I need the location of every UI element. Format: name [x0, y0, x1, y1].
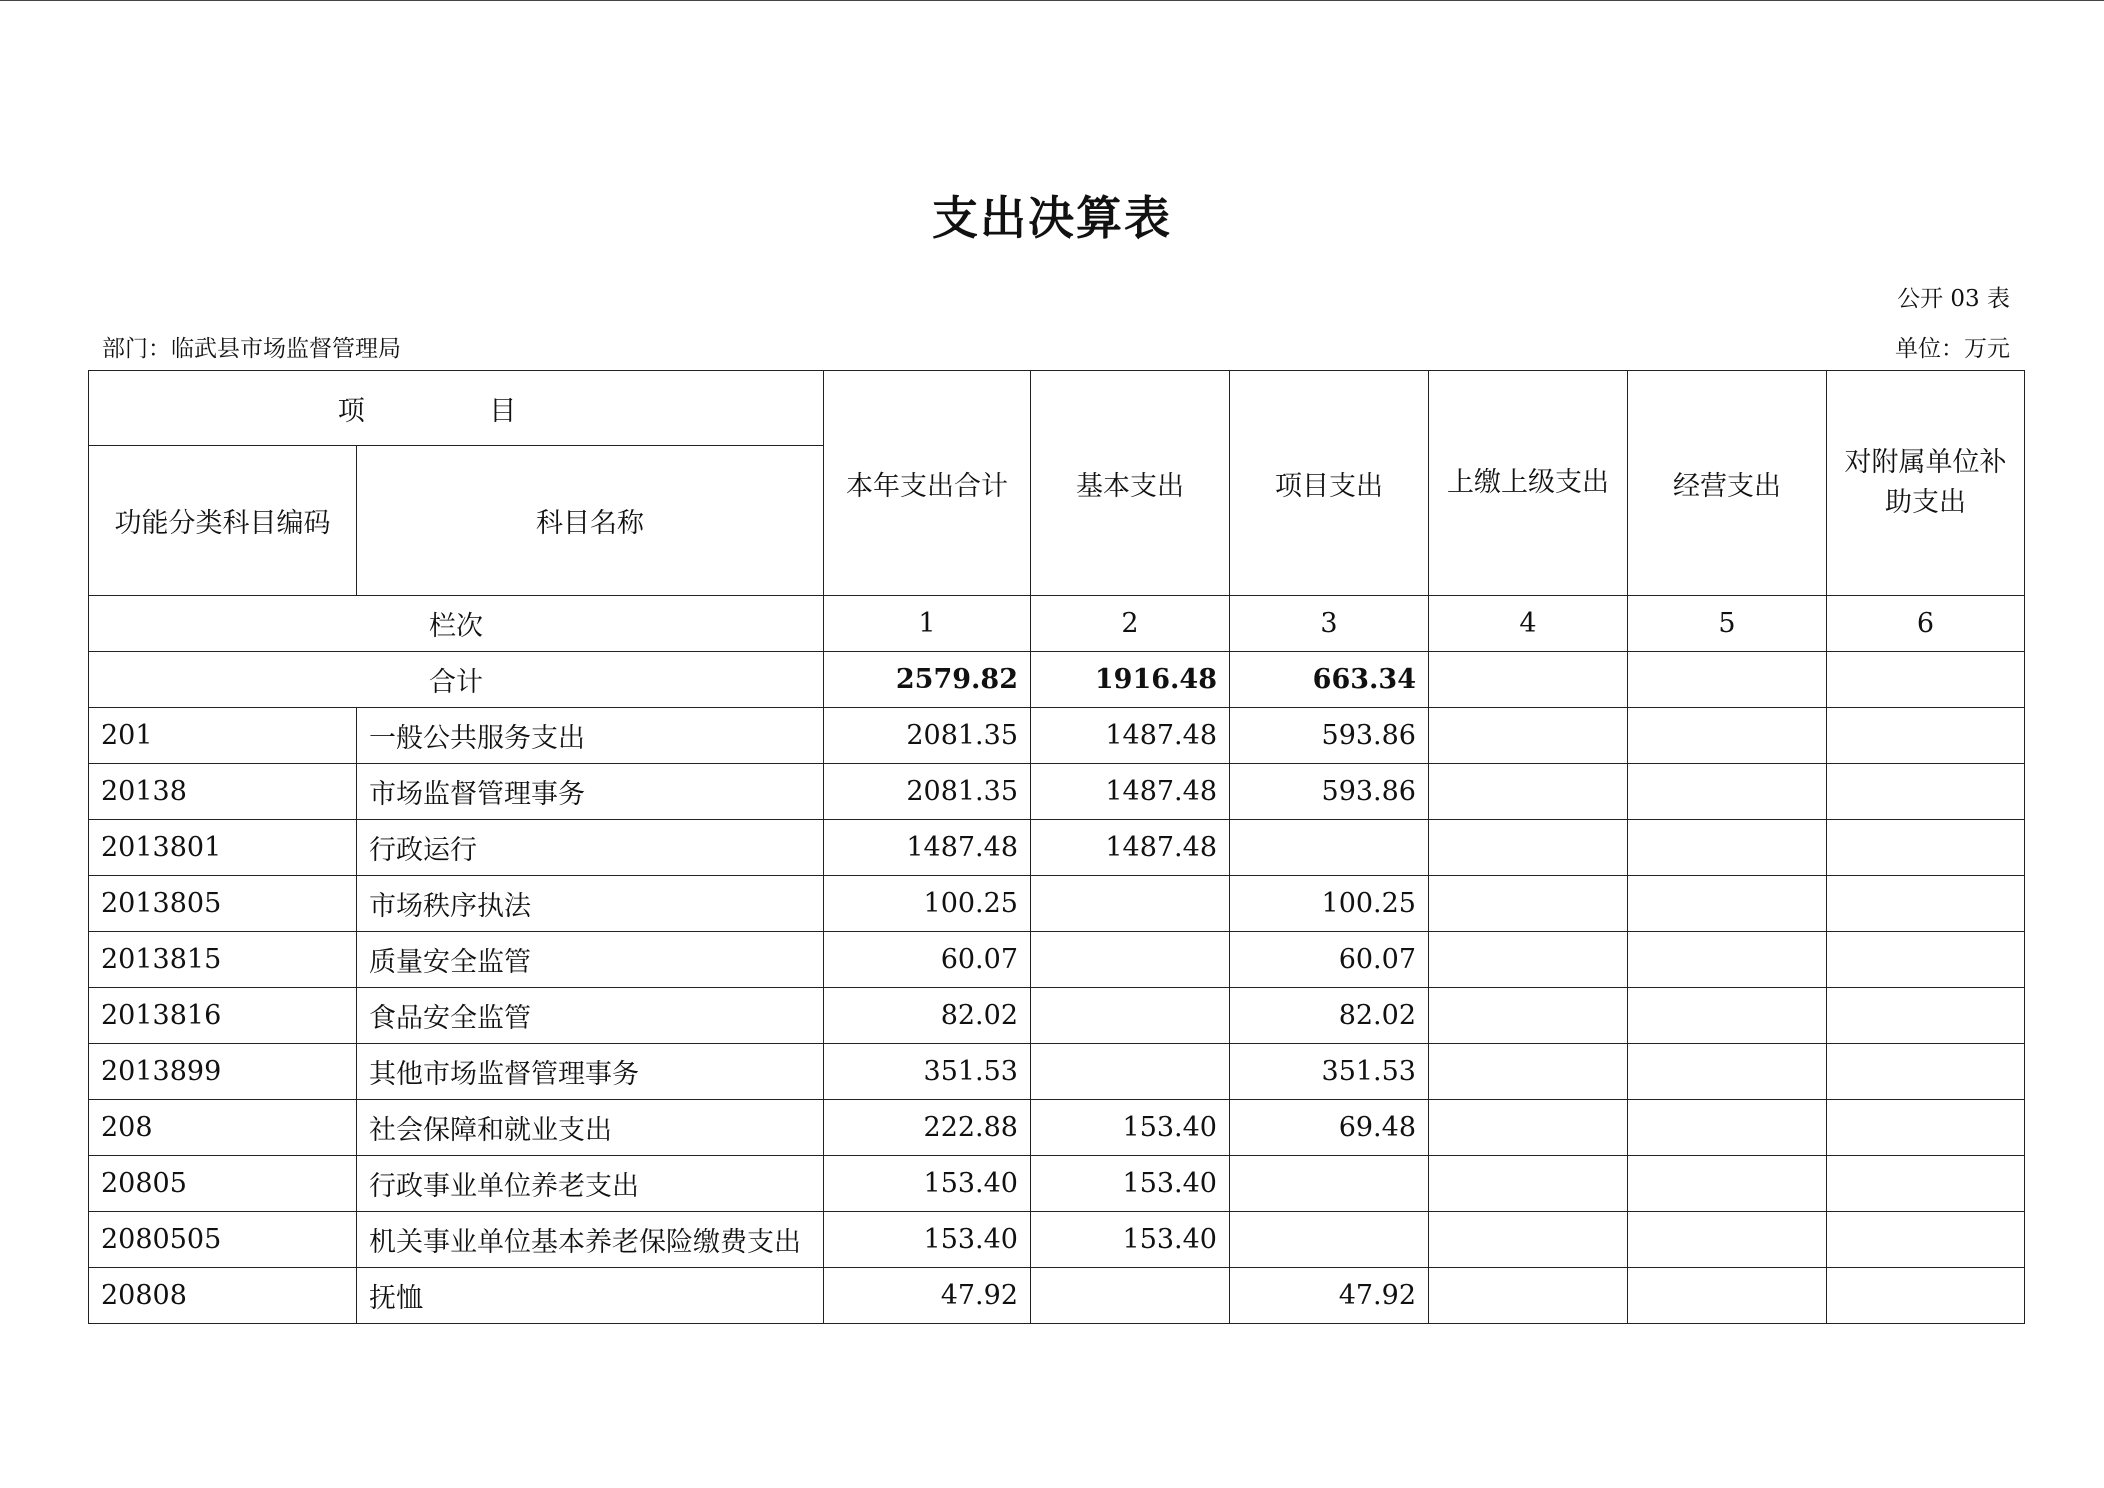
table-row	[89, 876, 2025, 932]
amount-cell	[1628, 1212, 1827, 1268]
subject-name: 市场监督管理事务	[357, 764, 824, 820]
amount-cell	[1628, 988, 1827, 1044]
table-row	[89, 1044, 2025, 1100]
subject-name: 机关事业单位基本养老保险缴费支出	[357, 1212, 824, 1268]
subject-code: 20805	[89, 1156, 357, 1212]
column-index-cell: 3	[1230, 596, 1429, 652]
amount-cell: 82.02	[1230, 988, 1429, 1044]
unit-label: 单位：万元	[1895, 336, 2010, 362]
amount-cell: 1487.48	[1031, 708, 1230, 764]
header-project: 项 目	[89, 371, 824, 446]
amount-cell	[1827, 1268, 2025, 1324]
amount-cell	[1429, 820, 1628, 876]
subject-code: 201	[89, 708, 357, 764]
total-value: 2579.82	[824, 652, 1031, 708]
subject-code: 208	[89, 1100, 357, 1156]
amount-cell	[1031, 1044, 1230, 1100]
amount-cell	[1031, 988, 1230, 1044]
amount-cell	[1827, 932, 2025, 988]
amount-cell	[1628, 932, 1827, 988]
header-basic-expenditure: 基本支出	[1031, 371, 1230, 596]
amount-cell: 351.53	[824, 1044, 1031, 1100]
amount-cell: 593.86	[1230, 708, 1429, 764]
table-row	[89, 1268, 2025, 1324]
table-row	[89, 1100, 2025, 1156]
subject-name: 一般公共服务支出	[357, 708, 824, 764]
column-index-cell: 2	[1031, 596, 1230, 652]
amount-cell	[1230, 1156, 1429, 1212]
subject-name: 社会保障和就业支出	[357, 1100, 824, 1156]
amount-cell	[1628, 1044, 1827, 1100]
amount-cell	[1827, 708, 2025, 764]
amount-cell	[1827, 1156, 2025, 1212]
amount-cell	[1827, 820, 2025, 876]
amount-cell	[1628, 1268, 1827, 1324]
column-index-cell: 6	[1827, 596, 2025, 652]
subject-code: 2013815	[89, 932, 357, 988]
amount-cell	[1827, 1100, 2025, 1156]
amount-cell	[1628, 764, 1827, 820]
amount-cell: 2081.35	[824, 708, 1031, 764]
table-row	[89, 764, 2025, 820]
amount-cell	[1230, 820, 1429, 876]
subject-name: 行政事业单位养老支出	[357, 1156, 824, 1212]
amount-cell: 153.40	[1031, 1156, 1230, 1212]
subject-name: 食品安全监管	[357, 988, 824, 1044]
subject-name: 抚恤	[357, 1268, 824, 1324]
subject-code: 2013805	[89, 876, 357, 932]
amount-cell: 60.07	[1230, 932, 1429, 988]
header-project-expenditure: 项目支出	[1230, 371, 1429, 596]
column-index-label: 栏次	[89, 596, 824, 652]
amount-cell	[1827, 988, 2025, 1044]
column-index-cell: 4	[1429, 596, 1628, 652]
amount-cell	[1628, 876, 1827, 932]
amount-cell: 153.40	[1031, 1212, 1230, 1268]
amount-cell	[1827, 1044, 2025, 1100]
header-subsidiary-subsidy: 对附属单位补助支出	[1827, 371, 2025, 596]
column-index-row	[89, 596, 2025, 652]
amount-cell	[1429, 988, 1628, 1044]
amount-cell	[1429, 1268, 1628, 1324]
amount-cell: 100.25	[1230, 876, 1429, 932]
amount-cell	[1230, 1212, 1429, 1268]
amount-cell	[1429, 708, 1628, 764]
header-code: 功能分类科目编码	[89, 446, 357, 596]
total-value	[1429, 652, 1628, 708]
table-row	[89, 708, 2025, 764]
amount-cell	[1031, 1268, 1230, 1324]
amount-cell	[1628, 820, 1827, 876]
subject-code: 2013816	[89, 988, 357, 1044]
table-row	[89, 988, 2025, 1044]
amount-cell	[1628, 1100, 1827, 1156]
subject-code: 2013801	[89, 820, 357, 876]
page-title: 支出决算表	[932, 191, 1172, 245]
subject-code: 20808	[89, 1268, 357, 1324]
total-value	[1628, 652, 1827, 708]
amount-cell	[1429, 1044, 1628, 1100]
amount-cell	[1429, 932, 1628, 988]
amount-cell	[1429, 1212, 1628, 1268]
total-value: 663.34	[1230, 652, 1429, 708]
amount-cell: 1487.48	[1031, 764, 1230, 820]
amount-cell: 82.02	[824, 988, 1031, 1044]
amount-cell: 153.40	[824, 1156, 1031, 1212]
table-row	[89, 1212, 2025, 1268]
amount-cell: 1487.48	[824, 820, 1031, 876]
amount-cell	[1827, 1212, 2025, 1268]
amount-cell: 47.92	[824, 1268, 1031, 1324]
total-row	[89, 652, 2025, 708]
amount-cell	[1628, 1156, 1827, 1212]
amount-cell	[1031, 932, 1230, 988]
department-label: 部门：临武县市场监督管理局	[102, 336, 401, 362]
amount-cell: 153.40	[824, 1212, 1031, 1268]
subject-code: 2013899	[89, 1044, 357, 1100]
subject-code: 20138	[89, 764, 357, 820]
subject-code: 2080505	[89, 1212, 357, 1268]
subject-name: 市场秩序执法	[357, 876, 824, 932]
subject-name: 质量安全监管	[357, 932, 824, 988]
column-index-cell: 1	[824, 596, 1031, 652]
amount-cell: 2081.35	[824, 764, 1031, 820]
amount-cell	[1429, 764, 1628, 820]
amount-cell: 1487.48	[1031, 820, 1230, 876]
header-total-expenditure: 本年支出合计	[824, 371, 1031, 596]
expenditure-table	[88, 370, 2025, 1324]
amount-cell: 153.40	[1031, 1100, 1230, 1156]
amount-cell: 60.07	[824, 932, 1031, 988]
table-row	[89, 820, 2025, 876]
header-remit-superior: 上缴上级支出	[1429, 371, 1628, 596]
amount-cell	[1031, 876, 1230, 932]
form-number: 公开 03 表	[1897, 286, 2010, 312]
amount-cell	[1429, 1100, 1628, 1156]
amount-cell	[1429, 1156, 1628, 1212]
amount-cell: 69.48	[1230, 1100, 1429, 1156]
subject-name: 行政运行	[357, 820, 824, 876]
total-value	[1827, 652, 2025, 708]
header-name: 科目名称	[357, 446, 824, 596]
amount-cell	[1628, 708, 1827, 764]
amount-cell: 593.86	[1230, 764, 1429, 820]
header-operating-expenditure: 经营支出	[1628, 371, 1827, 596]
amount-cell	[1827, 764, 2025, 820]
column-index-cell: 5	[1628, 596, 1827, 652]
total-value: 1916.48	[1031, 652, 1230, 708]
table-row	[89, 1156, 2025, 1212]
page-top-border	[0, 0, 2104, 1]
amount-cell	[1429, 876, 1628, 932]
amount-cell: 47.92	[1230, 1268, 1429, 1324]
subject-name: 其他市场监督管理事务	[357, 1044, 824, 1100]
total-label: 合计	[89, 652, 824, 708]
amount-cell	[1827, 876, 2025, 932]
amount-cell: 100.25	[824, 876, 1031, 932]
table-row	[89, 932, 2025, 988]
amount-cell: 222.88	[824, 1100, 1031, 1156]
amount-cell: 351.53	[1230, 1044, 1429, 1100]
